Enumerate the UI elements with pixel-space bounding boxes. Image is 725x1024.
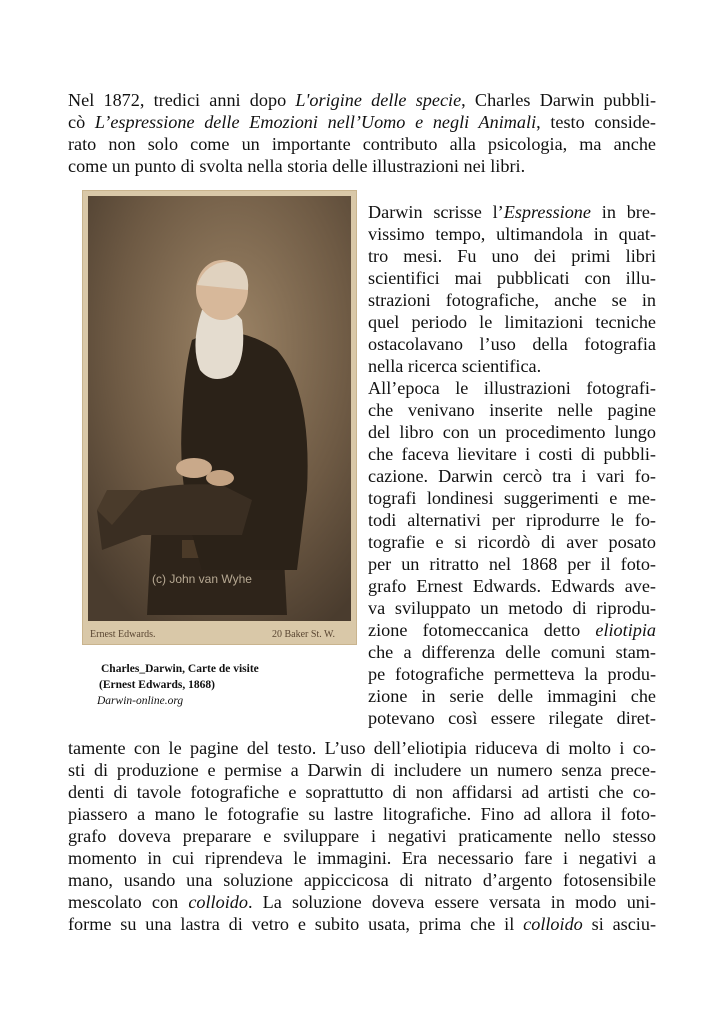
text-line: strazioni fotografiche, anche se in	[368, 290, 656, 310]
text-line: Darwin scrisse l’Espressione in bre-	[368, 202, 656, 222]
text-line: scientifici mai pubblicati con illu-	[368, 268, 656, 288]
text-line: denti di tavole fotografiche e soprattutto di non affidarsi ad artisti che co-	[68, 782, 656, 802]
photo-caption-title: Charles_Darwin, Carte de visite	[101, 663, 259, 675]
photo-address-mark: 20 Baker St. W.	[272, 629, 336, 640]
text-line: forme su una lastra di vetro e subito usata, prima che il colloido si asciu-	[68, 914, 656, 934]
text-line: All’epoca le illustrazioni fotografi-	[368, 378, 656, 398]
text-line: tografi londinesi suggerimenti e me-	[368, 488, 656, 508]
photo-studio-mark: Ernest Edwards.	[90, 629, 156, 640]
text-line: rato non solo come un importante contributo alla psicologia, ma anche	[68, 134, 656, 154]
text-line: che venivano inserite nelle pagine	[368, 400, 656, 420]
photo-caption-source: Darwin-online.org	[97, 695, 184, 707]
text-line: grafo Ernest Edwards. Edwards ave-	[368, 576, 656, 596]
text-line: ostacolavano l’uso della fotografia	[368, 334, 656, 354]
text-line: che faceva lievitare i costi di pubbli-	[368, 444, 656, 464]
text-line: per un ritratto nel 1868 per il foto-	[368, 554, 656, 574]
text-line: vissimo tempo, ultimandola in quat-	[368, 224, 656, 244]
text-line: mano, usando una soluzione appiccicosa di nitrato d’argento fotosensibile	[68, 870, 656, 890]
text-line: che a differenza delle comuni stam-	[368, 642, 656, 662]
text-line: quel periodo le limitazioni tecniche	[368, 312, 656, 332]
text-line: zione fotomeccanica detto eliotipia	[368, 620, 656, 640]
text-line: nella ricerca scientifica.	[368, 356, 542, 376]
text-line: grafo doveva preparare e sviluppare i negativi praticamente nello stesso	[68, 826, 656, 846]
text-line: cò L’espressione delle Emozioni nell’Uomo e negli Animali, testo conside-	[68, 112, 656, 132]
text-line: momento in cui riprendeva le immagini. Era necessario fare i negativi a	[68, 848, 656, 868]
text-line: cazione. Darwin cercò tra i vari fo-	[368, 466, 656, 486]
text-line: sti di produzione e permise a Darwin di includere un numero senza prece-	[68, 760, 656, 780]
text-line: potevano così essere rilegate diret-	[368, 708, 656, 728]
photo-watermark: (c) John van Wyhe	[152, 572, 252, 586]
text-line: tro mesi. Fu uno dei primi libri	[368, 246, 656, 266]
text-line: tografie e si ricordò di aver posato	[368, 532, 656, 552]
text-line: Nel 1872, tredici anni dopo L'origine delle specie, Charles Darwin pubbli-	[68, 90, 656, 110]
text-line: todi alternativi per riprodurre le fo-	[368, 510, 656, 530]
text-line: del libro con un procedimento lungo	[368, 422, 656, 442]
text-line: va sviluppato un metodo di riprodu-	[368, 598, 656, 618]
text-line: pe fotografiche permetteva la produ-	[368, 664, 656, 684]
photo-caption-credit: (Ernest Edwards, 1868)	[99, 679, 215, 691]
text-line: come un punto di svolta nella storia delle illustrazioni nei libri.	[68, 156, 526, 176]
darwin-portrait-photo	[82, 190, 357, 645]
text-line: mescolato con colloido. La soluzione doveva essere versata in modo uni-	[68, 892, 656, 912]
text-line: piassero a mano le fotografie su lastre litografiche. Fino ad allora il foto-	[68, 804, 656, 824]
text-line: tamente con le pagine del testo. L’uso dell’eliotipia riduceva di molto i co-	[68, 738, 656, 758]
text-line: zione in serie delle immagini che	[368, 686, 656, 706]
